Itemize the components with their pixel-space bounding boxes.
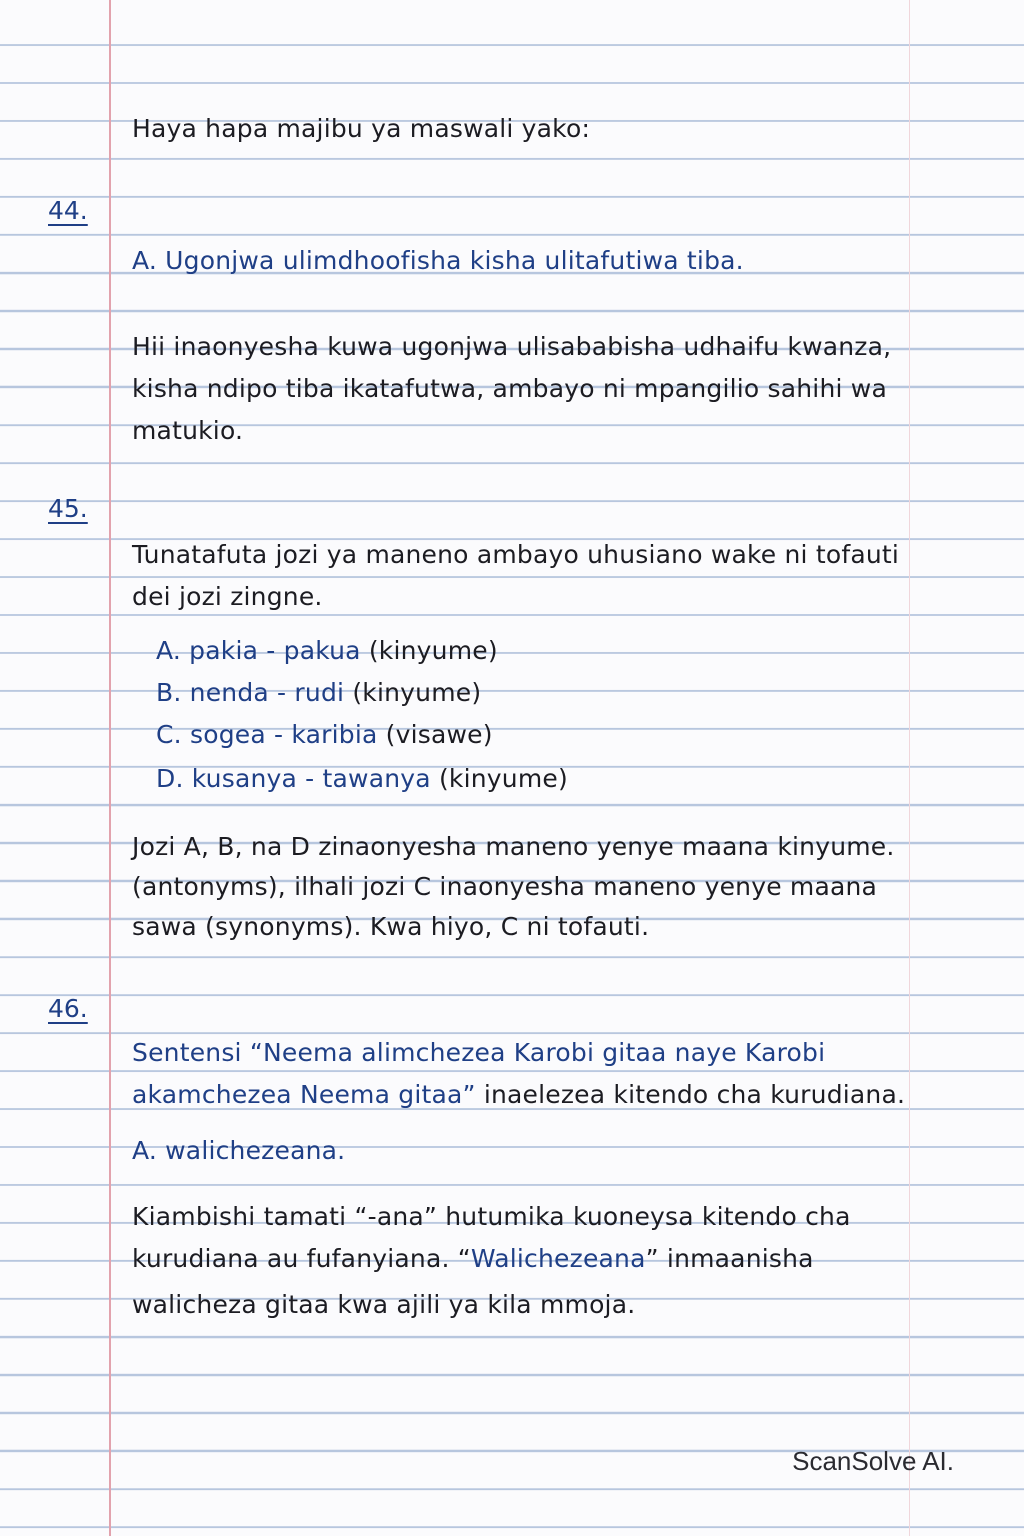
q44-answer: A. Ugonjwa ulimdhoofisha kisha ulitafutiwa tiba. xyxy=(132,246,744,275)
q45-prompt-line-1: Tunatafuta jozi ya maneno ambayo uhusiano wake ni tofauti xyxy=(132,540,900,569)
question-number-46: 46. xyxy=(48,994,88,1023)
option-note: (kinyume) xyxy=(368,636,498,665)
intro-text: Haya hapa majibu ya maswali yako: xyxy=(132,114,591,143)
q44-explanation-line-2: kisha ndipo tiba ikatafutwa, ambayo ni mpangilio sahihi wa xyxy=(132,374,887,403)
q44-explanation-line-1: Hii inaonyesha kuwa ugonjwa ulisababisha udhaifu kwanza, xyxy=(132,332,892,361)
q46-prompt-tail: inaelezea kitendo cha kurudiana. xyxy=(475,1080,906,1109)
option-letter: D. xyxy=(156,764,184,793)
question-number-44: 44. xyxy=(48,196,88,225)
q46-prompt-line-1: Sentensi “Neema alimchezea Karobi gitaa naye Karobi xyxy=(132,1038,826,1067)
option-letter: C. xyxy=(156,720,182,749)
option-pair: nenda - rudi xyxy=(189,678,345,707)
page-right-line xyxy=(909,0,910,1536)
option-letter: A. xyxy=(156,636,182,665)
q46-quoted-sentence-end: akamchezea Neema gitaa” xyxy=(132,1080,476,1109)
option-pair: sogea - karibia xyxy=(189,720,378,749)
q46-explanation-start: kurudiana au fufanyiana. “ xyxy=(132,1244,471,1273)
option-note: (kinyume) xyxy=(438,764,568,793)
option-note: (kinyume) xyxy=(352,678,482,707)
q45-option-b xyxy=(156,678,481,707)
q45-explanation-line-3: sawa (synonyms). Kwa hiyo, C ni tofauti. xyxy=(132,912,650,941)
option-letter: B. xyxy=(156,678,182,707)
option-pair: kusanya - tawanya xyxy=(191,764,431,793)
question-number-45: 45. xyxy=(48,494,88,523)
q46-highlight-word: Walichezeana xyxy=(470,1244,646,1273)
q46-prompt-line-2 xyxy=(132,1080,905,1109)
scansolve-signature: ScanSolve AI. xyxy=(792,1446,954,1476)
q45-option-d xyxy=(156,764,568,793)
option-note: (visawe) xyxy=(385,720,493,749)
q44-explanation-line-3: matukio. xyxy=(132,416,244,445)
q45-option-a xyxy=(156,636,498,665)
q45-prompt-line-2: dei jozi zingne. xyxy=(132,582,323,611)
page-margin-line xyxy=(109,0,111,1536)
option-pair: pakia - pakua xyxy=(189,636,361,665)
q46-explanation-line-3: walicheza gitaa kwa ajili ya kila mmoja. xyxy=(132,1290,636,1319)
q45-explanation-line-1: Jozi A, B, na D zinaonyesha maneno yenye maana kinyume. xyxy=(132,832,895,861)
q46-explanation-line-1: Kiambishi tamati “-ana” hutumika kuoneysa kitendo cha xyxy=(132,1202,851,1231)
q46-explanation-line-2 xyxy=(132,1244,814,1273)
q45-explanation-line-2: (antonyms), ilhali jozi C inaonyesha maneno yenye maana xyxy=(132,872,878,901)
q46-explanation-end: ” inmaanisha xyxy=(645,1244,814,1273)
q45-option-c xyxy=(156,720,493,749)
q46-answer: A. walichezeana. xyxy=(132,1136,346,1165)
